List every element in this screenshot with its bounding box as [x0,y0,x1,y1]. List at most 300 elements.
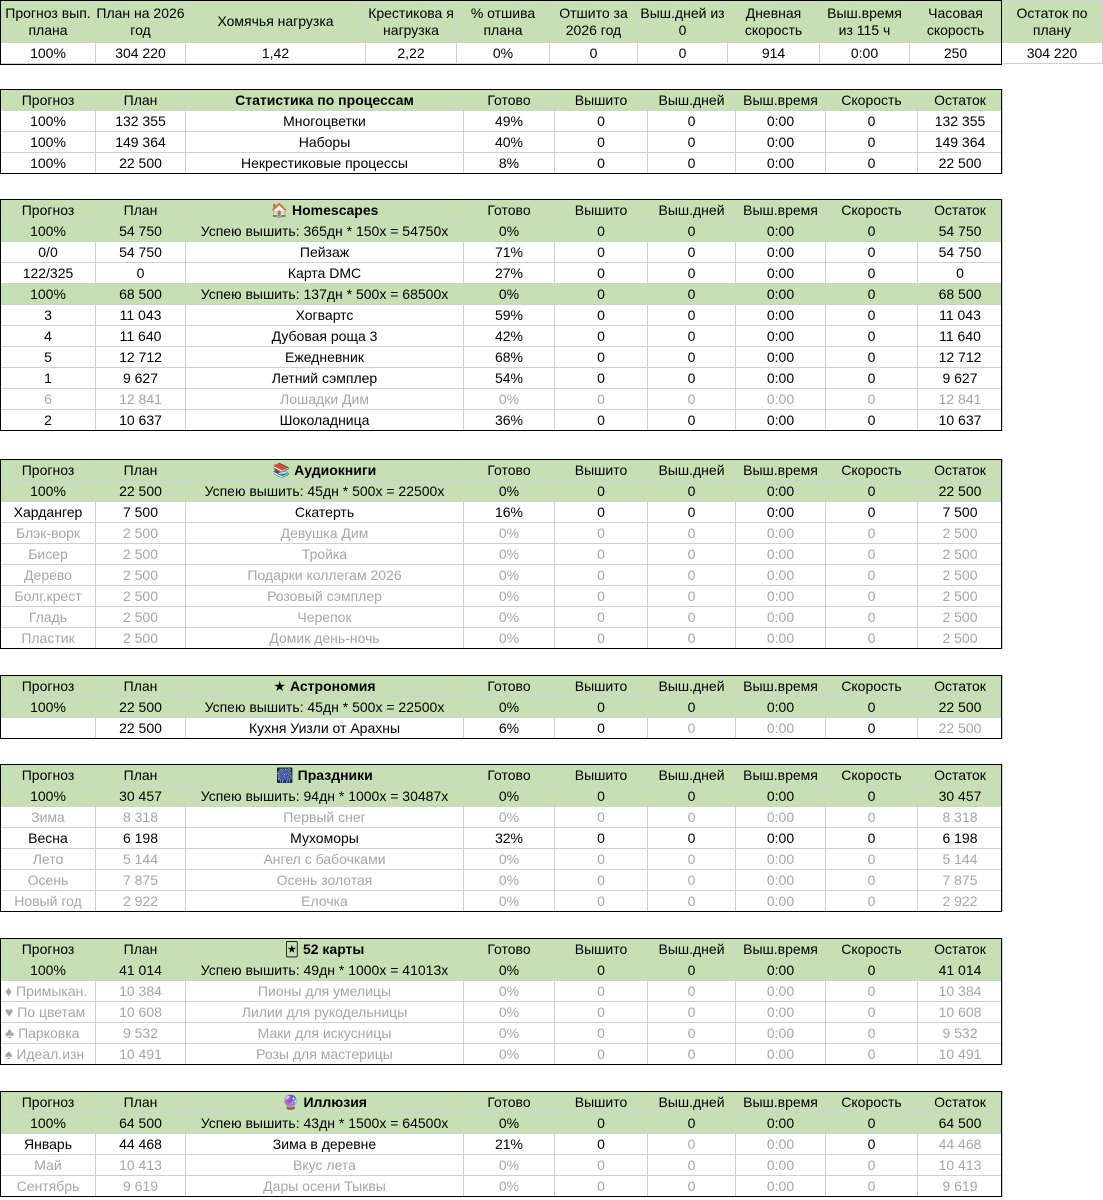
table-cell[interactable]: 5 144 [96,849,186,870]
table-cell[interactable]: Пейзаж [186,242,464,263]
table-cell[interactable]: 3 [1,305,96,326]
table-cell[interactable]: 0:00 [736,389,826,410]
table-cell[interactable]: 0% [464,628,555,649]
table-cell[interactable]: 7 500 [918,502,1003,523]
column-header[interactable]: Скорость [826,90,918,111]
table-cell[interactable]: 0 [826,481,918,502]
summary-header-cell[interactable]: Выш.дней из 0 [638,1,728,43]
table-cell[interactable]: 0 [555,870,648,891]
column-header[interactable]: Выш.время [736,200,826,221]
section-title[interactable] [186,939,464,960]
table-cell[interactable]: 0:00 [736,221,826,242]
column-header[interactable]: Остаток [918,200,1003,221]
table-cell[interactable]: 0 [555,981,648,1002]
table-cell[interactable]: 0 [555,284,648,305]
table-cell[interactable]: 0 [648,565,736,586]
table-cell[interactable]: Домик день-ночь [186,628,464,649]
table-cell[interactable]: 0:00 [736,828,826,849]
table-cell[interactable]: 0 [826,242,918,263]
table-cell[interactable]: 22 500 [96,481,186,502]
column-header[interactable]: Прогноз [1,939,96,960]
table-cell[interactable]: 68 500 [918,284,1003,305]
table-cell[interactable]: 0 [555,111,648,132]
table-cell[interactable]: 10 491 [918,1044,1003,1065]
summary-value-cell[interactable]: 0 [638,43,728,64]
table-cell[interactable]: 0 [826,389,918,410]
table-cell[interactable]: 10 384 [96,981,186,1002]
table-cell[interactable]: 0 [826,111,918,132]
table-cell[interactable]: 22 500 [918,697,1003,718]
table-cell[interactable]: 12 712 [96,347,186,368]
summary-value-cell[interactable]: 1,42 [186,43,366,64]
table-cell[interactable]: 5 144 [918,849,1003,870]
table-cell[interactable]: Елочка [186,891,464,912]
table-cell[interactable]: 0 [826,1155,918,1176]
summary-value-cell[interactable]: 0:00 [820,43,910,64]
table-cell[interactable]: 0 [648,368,736,389]
table-cell[interactable]: Успею вышить: 49дн * 1000х = 41013х [186,960,464,981]
table-cell[interactable]: Дары осени Тыквы [186,1176,464,1197]
table-cell[interactable]: 0% [464,481,555,502]
table-cell[interactable]: 0% [464,1113,555,1134]
table-cell[interactable]: 0 [826,607,918,628]
table-cell[interactable]: 40% [464,132,555,153]
table-cell[interactable]: 0:00 [736,1176,826,1197]
table-cell[interactable]: Болг.крест [1,586,96,607]
table-cell[interactable]: 100% [1,221,96,242]
section-title[interactable] [186,765,464,786]
table-cell[interactable]: Карта DMC [186,263,464,284]
column-header[interactable]: Скорость [826,676,918,697]
table-cell[interactable]: 0 [648,242,736,263]
table-cell[interactable]: 0 [648,718,736,739]
table-cell[interactable]: 0 [555,368,648,389]
table-cell[interactable]: 0 [826,326,918,347]
table-cell[interactable]: 0 [648,502,736,523]
table-cell[interactable]: Пластик [1,628,96,649]
table-cell[interactable]: 0 [648,628,736,649]
table-cell[interactable]: 0 [826,981,918,1002]
table-cell[interactable]: 54 750 [918,221,1003,242]
table-cell[interactable]: 0 [826,960,918,981]
table-cell[interactable]: 0 [648,1113,736,1134]
table-cell[interactable]: 2 500 [918,586,1003,607]
table-cell[interactable]: 0:00 [736,960,826,981]
column-header[interactable]: Выш.время [736,939,826,960]
column-header[interactable]: План [96,765,186,786]
column-header[interactable]: Выш.время [736,1092,826,1113]
table-cell[interactable]: 0 [648,891,736,912]
table-cell[interactable]: 0 [648,586,736,607]
table-cell[interactable]: 0 [555,242,648,263]
table-cell[interactable]: 54% [464,368,555,389]
table-cell[interactable]: 0 [826,410,918,431]
table-cell[interactable]: 0 [648,221,736,242]
table-cell[interactable]: 100% [1,132,96,153]
table-cell[interactable]: 0 [648,523,736,544]
table-cell[interactable]: 44 468 [96,1134,186,1155]
column-header[interactable]: Выш.дней [648,460,736,481]
column-header[interactable]: Остаток [918,676,1003,697]
table-cell[interactable]: 0:00 [736,891,826,912]
table-cell[interactable]: 42% [464,326,555,347]
table-cell[interactable]: Девушка Дим [186,523,464,544]
table-cell[interactable]: 0 [648,960,736,981]
column-header[interactable]: Вышито [555,939,648,960]
table-cell[interactable]: 149 364 [918,132,1003,153]
table-cell[interactable]: 0 [555,502,648,523]
table-cell[interactable]: Успею вышить: 45дн * 500х = 22500х [186,481,464,502]
table-cell[interactable]: 9 619 [918,1176,1003,1197]
table-cell[interactable]: Май [1,1155,96,1176]
table-cell[interactable]: 0 [648,1134,736,1155]
table-cell[interactable]: Ангел с бабочками [186,849,464,870]
table-cell[interactable]: 0% [464,697,555,718]
table-cell[interactable]: 54 750 [918,242,1003,263]
summary-value-cell[interactable]: 250 [910,43,1002,64]
table-cell[interactable]: 0 [826,132,918,153]
table-cell[interactable]: 10 413 [96,1155,186,1176]
table-cell[interactable]: 0 [648,981,736,1002]
table-cell[interactable]: 2 500 [918,565,1003,586]
table-cell[interactable]: 0 [555,1002,648,1023]
table-cell[interactable]: 100% [1,786,96,807]
table-cell[interactable]: 9 532 [96,1023,186,1044]
table-cell[interactable]: 0 [648,1044,736,1065]
table-cell[interactable]: 6 [1,389,96,410]
table-cell[interactable]: 0:00 [736,565,826,586]
table-cell[interactable]: 0:00 [736,786,826,807]
table-cell[interactable]: 4 [1,326,96,347]
column-header[interactable]: Вышито [555,90,648,111]
column-header[interactable]: Готово [464,1092,555,1113]
table-cell[interactable]: 0% [464,607,555,628]
column-header[interactable]: Вышито [555,765,648,786]
table-cell[interactable]: 0:00 [736,849,826,870]
table-cell[interactable]: 0% [464,523,555,544]
table-cell[interactable]: 0:00 [736,132,826,153]
table-cell[interactable]: 0% [464,284,555,305]
table-cell[interactable]: 22 500 [918,718,1003,739]
table-cell[interactable]: 0 [555,389,648,410]
table-cell[interactable]: 30 457 [96,786,186,807]
table-cell[interactable]: 0:00 [736,410,826,431]
table-cell[interactable]: 9 619 [96,1176,186,1197]
column-header[interactable]: Выш.дней [648,1092,736,1113]
table-cell[interactable]: 0 [555,1113,648,1134]
column-header[interactable]: Скорость [826,939,918,960]
table-cell[interactable]: 132 355 [96,111,186,132]
table-cell[interactable]: 0:00 [736,697,826,718]
table-cell[interactable]: 0 [555,565,648,586]
table-cell[interactable]: 0 [648,263,736,284]
table-cell[interactable]: Мухоморы [186,828,464,849]
table-cell[interactable]: 0 [648,1002,736,1023]
table-cell[interactable]: Первый снег [186,807,464,828]
table-cell[interactable]: 100% [1,481,96,502]
column-header[interactable]: План [96,939,186,960]
table-cell[interactable]: Дерево [1,565,96,586]
column-header[interactable]: Остаток [918,460,1003,481]
table-cell[interactable]: 0 [648,132,736,153]
table-cell[interactable]: 6% [464,718,555,739]
table-cell[interactable]: Новый год [1,891,96,912]
table-cell[interactable]: 0/0 [1,242,96,263]
table-cell[interactable]: 10 413 [918,1155,1003,1176]
column-header[interactable]: Готово [464,90,555,111]
table-cell[interactable]: 2 922 [918,891,1003,912]
column-header[interactable]: План [96,460,186,481]
table-cell[interactable]: 7 875 [918,870,1003,891]
table-cell[interactable]: 2 500 [96,544,186,565]
table-cell[interactable]: 27% [464,263,555,284]
table-cell[interactable]: 0 [555,523,648,544]
summary-header-cell[interactable]: Дневная скорость [728,1,820,43]
table-cell[interactable]: 0:00 [736,544,826,565]
table-cell[interactable]: Кухня Уизли от Арахны [186,718,464,739]
table-cell[interactable]: 64 500 [96,1113,186,1134]
summary-header-cell[interactable]: Отшито за 2026 год [550,1,638,43]
table-cell[interactable]: Наборы [186,132,464,153]
column-header[interactable]: Выш.дней [648,765,736,786]
summary-header-cell[interactable]: Часовая скорость [910,1,1002,43]
table-cell[interactable]: 0 [826,263,918,284]
table-cell[interactable]: Осень золотая [186,870,464,891]
table-cell[interactable]: 12 841 [918,389,1003,410]
table-cell[interactable]: Скатерть [186,502,464,523]
table-cell[interactable]: Хогвартс [186,305,464,326]
table-cell[interactable]: 0 [648,1155,736,1176]
column-header[interactable]: Прогноз [1,765,96,786]
table-cell[interactable]: 0 [648,153,736,174]
table-cell[interactable]: 0 [648,111,736,132]
table-cell[interactable]: 0 [826,221,918,242]
summary-value-cell[interactable]: 2,22 [366,43,457,64]
column-header[interactable]: Прогноз [1,1092,96,1113]
column-header[interactable]: Остаток [918,90,1003,111]
table-cell[interactable]: 22 500 [96,718,186,739]
table-cell[interactable]: Осень [1,870,96,891]
table-cell[interactable]: 0 [555,697,648,718]
table-cell[interactable]: ♣ Парковка [1,1023,96,1044]
column-header[interactable]: Выш.дней [648,200,736,221]
table-cell[interactable]: 10 384 [918,981,1003,1002]
table-cell[interactable]: 0% [464,870,555,891]
table-cell[interactable]: Лето [1,849,96,870]
table-cell[interactable] [1,718,96,739]
table-cell[interactable]: Успею вышить: 365дн * 150х = 54750х [186,221,464,242]
table-cell[interactable]: 0:00 [736,111,826,132]
table-cell[interactable]: 0 [648,1176,736,1197]
column-header[interactable]: Готово [464,460,555,481]
table-cell[interactable]: 0 [826,565,918,586]
column-header[interactable]: Остаток [918,1092,1003,1113]
table-cell[interactable]: 0 [555,305,648,326]
table-cell[interactable]: 11 640 [96,326,186,347]
table-cell[interactable]: 0:00 [736,1023,826,1044]
table-cell[interactable]: 10 637 [918,410,1003,431]
table-cell[interactable]: 0% [464,1176,555,1197]
table-cell[interactable]: 10 637 [96,410,186,431]
table-cell[interactable]: Дубовая роща 3 [186,326,464,347]
column-header[interactable]: Готово [464,200,555,221]
table-cell[interactable]: 0 [555,132,648,153]
table-cell[interactable]: 0 [826,786,918,807]
column-header[interactable]: Прогноз [1,460,96,481]
table-cell[interactable]: 0:00 [736,628,826,649]
column-header[interactable]: Прогноз [1,90,96,111]
table-cell[interactable]: 0 [648,305,736,326]
table-cell[interactable]: 0 [648,786,736,807]
table-cell[interactable]: 8 318 [96,807,186,828]
table-cell[interactable]: 44 468 [918,1134,1003,1155]
table-cell[interactable]: 0:00 [736,502,826,523]
summary-header-cell[interactable]: Хомячья нагрузка [186,1,366,43]
column-header[interactable]: Выш.дней [648,90,736,111]
table-cell[interactable]: 49% [464,111,555,132]
table-cell[interactable]: 0 [826,502,918,523]
table-cell[interactable]: 0:00 [736,347,826,368]
table-cell[interactable]: 0:00 [736,305,826,326]
table-cell[interactable]: 0 [826,697,918,718]
table-cell[interactable]: 0 [555,849,648,870]
table-cell[interactable]: 2 500 [918,628,1003,649]
table-cell[interactable]: Тройка [186,544,464,565]
table-cell[interactable]: 0% [464,1002,555,1023]
table-cell[interactable]: 0:00 [736,523,826,544]
table-cell[interactable]: 2 500 [918,523,1003,544]
table-cell[interactable]: 100% [1,960,96,981]
table-cell[interactable]: 8 318 [918,807,1003,828]
table-cell[interactable]: 0 [555,1044,648,1065]
table-cell[interactable]: 0 [555,481,648,502]
table-cell[interactable]: 0 [555,153,648,174]
table-cell[interactable]: 0% [464,221,555,242]
table-cell[interactable]: 7 875 [96,870,186,891]
column-header[interactable]: Выш.дней [648,676,736,697]
table-cell[interactable]: 0 [826,870,918,891]
column-header[interactable]: План [96,200,186,221]
column-header[interactable]: Скорость [826,200,918,221]
summary-value-cell[interactable]: 0 [550,43,638,64]
table-cell[interactable]: 0 [826,586,918,607]
table-cell[interactable]: 0 [555,1023,648,1044]
table-cell[interactable]: 0 [826,368,918,389]
summary-header-cell[interactable]: % отшива плана [457,1,550,43]
summary-value-cell[interactable]: 100% [1,43,96,64]
table-cell[interactable]: 0 [648,347,736,368]
table-cell[interactable]: 0 [918,263,1003,284]
table-cell[interactable]: 0 [648,481,736,502]
table-cell[interactable]: 0 [648,807,736,828]
table-cell[interactable]: 22 500 [96,697,186,718]
table-cell[interactable]: 0 [555,628,648,649]
table-cell[interactable]: 12 712 [918,347,1003,368]
table-cell[interactable]: 2 [1,410,96,431]
table-cell[interactable]: 9 532 [918,1023,1003,1044]
table-cell[interactable]: 22 500 [918,481,1003,502]
column-header[interactable]: Готово [464,676,555,697]
table-cell[interactable]: 0 [648,284,736,305]
table-cell[interactable]: 9 627 [96,368,186,389]
column-header[interactable]: Остаток [918,765,1003,786]
table-cell[interactable]: 0 [648,697,736,718]
column-header[interactable]: Вышито [555,1092,648,1113]
table-cell[interactable]: 0 [555,263,648,284]
table-cell[interactable]: 0:00 [736,807,826,828]
summary-header-cell[interactable]: Остаток по плану [1002,1,1103,43]
table-cell[interactable]: 0 [555,1155,648,1176]
table-cell[interactable]: 2 500 [96,565,186,586]
column-header[interactable]: Готово [464,939,555,960]
table-cell[interactable]: 0 [555,891,648,912]
table-cell[interactable]: 0 [826,628,918,649]
table-cell[interactable]: 0 [555,828,648,849]
table-cell[interactable]: 41 014 [96,960,186,981]
summary-header-cell[interactable]: Крестикова я нагрузка [366,1,457,43]
column-header[interactable]: Остаток [918,939,1003,960]
table-cell[interactable]: 149 364 [96,132,186,153]
table-cell[interactable]: 0 [648,544,736,565]
table-cell[interactable]: 0 [555,1176,648,1197]
table-cell[interactable]: 0 [555,347,648,368]
table-cell[interactable]: 2 500 [96,523,186,544]
column-header[interactable]: План [96,676,186,697]
column-header[interactable]: Скорость [826,765,918,786]
section-title[interactable] [186,676,464,697]
table-cell[interactable]: 0% [464,786,555,807]
table-cell[interactable]: 71% [464,242,555,263]
table-cell[interactable]: 0 [826,1044,918,1065]
table-cell[interactable]: 100% [1,1113,96,1134]
table-cell[interactable]: 2 500 [96,586,186,607]
table-cell[interactable]: 0 [826,1113,918,1134]
table-cell[interactable]: 0:00 [736,326,826,347]
table-cell[interactable]: 0% [464,960,555,981]
summary-value-cell[interactable]: 304 220 [96,43,186,64]
table-cell[interactable]: 54 750 [96,221,186,242]
table-cell[interactable]: 0:00 [736,586,826,607]
table-cell[interactable]: Зима в деревне [186,1134,464,1155]
table-cell[interactable]: Ежедневник [186,347,464,368]
table-cell[interactable]: 0 [555,326,648,347]
table-cell[interactable]: 5 [1,347,96,368]
table-cell[interactable]: 11 043 [918,305,1003,326]
column-header[interactable]: Прогноз [1,200,96,221]
table-cell[interactable]: 21% [464,1134,555,1155]
table-cell[interactable]: Летний сэмплер [186,368,464,389]
table-cell[interactable]: 10 491 [96,1044,186,1065]
table-cell[interactable]: 0% [464,389,555,410]
table-cell[interactable]: 0:00 [736,263,826,284]
table-cell[interactable]: Вкус лета [186,1155,464,1176]
table-cell[interactable]: 100% [1,111,96,132]
column-header[interactable]: Скорость [826,460,918,481]
summary-value-cell[interactable]: 304 220 [1002,43,1103,64]
table-cell[interactable]: 0 [555,544,648,565]
summary-value-cell[interactable]: 0% [457,43,550,64]
summary-header-cell[interactable]: Прогноз вып. плана [1,1,96,43]
table-cell[interactable]: 8% [464,153,555,174]
table-cell[interactable]: 0 [648,849,736,870]
column-header[interactable]: Вышито [555,460,648,481]
table-cell[interactable]: 41 014 [918,960,1003,981]
table-cell[interactable]: 36% [464,410,555,431]
table-cell[interactable]: 0% [464,565,555,586]
table-cell[interactable]: 122/325 [1,263,96,284]
table-cell[interactable]: Успею вышить: 137дн * 500х = 68500х [186,284,464,305]
column-header[interactable]: План [96,1092,186,1113]
